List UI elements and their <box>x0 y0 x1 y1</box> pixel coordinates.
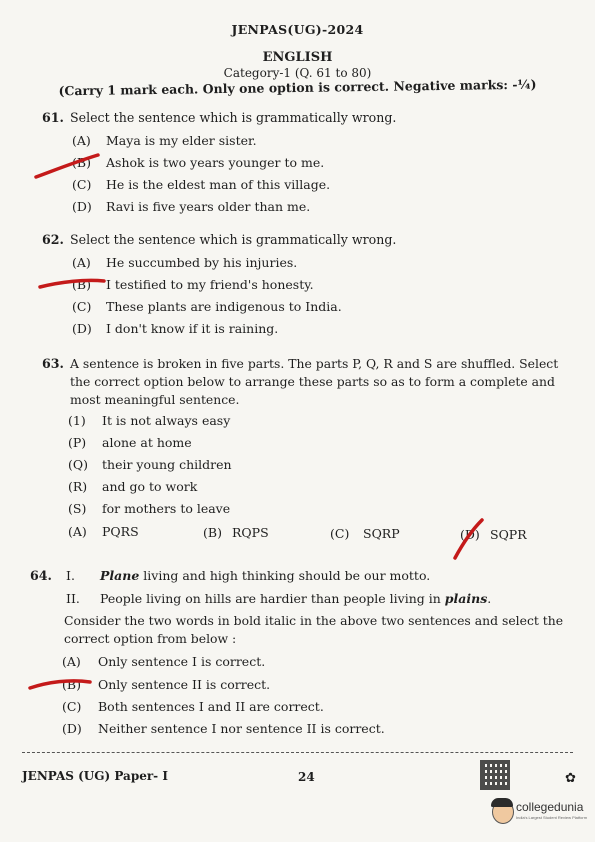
subject-title: ENGLISH <box>262 50 333 65</box>
part-label: (1) <box>68 413 86 428</box>
option-text: Only sentence I is correct. <box>98 654 266 669</box>
option-text: I don't know if it is raining. <box>106 321 279 336</box>
part-text: It is not always easy <box>102 413 231 428</box>
option-label: (D) <box>460 527 480 542</box>
part-text: and go to work <box>102 479 198 494</box>
paper-name: JENPAS (UG) Paper- I <box>22 769 168 783</box>
option-text: These plants are indigenous to India. <box>106 299 342 314</box>
category-line: Category-1 (Q. 61 to 80) <box>223 66 372 80</box>
option-text: He is the eldest man of this village. <box>106 177 331 192</box>
option-text: Both sentences I and II are correct. <box>98 699 324 714</box>
exam-title: JENPAS(UG)-2024 <box>231 22 364 37</box>
option-label: (A) <box>62 654 81 669</box>
question-text-line-1: A sentence is broken in five parts. The parts P, Q, R and S are shuffled. Select <box>70 356 559 371</box>
part-label: (Q) <box>68 457 89 472</box>
sentence-label: II. <box>66 591 80 606</box>
part-label: (R) <box>68 479 88 494</box>
option-label: (B) <box>62 677 81 692</box>
question-text-line-2: the correct option below to arrange these parts so as to form a complete and <box>70 374 555 389</box>
option-text: PQRS <box>102 524 139 539</box>
bold-italic-word: Plane <box>100 568 140 583</box>
option-label: (B) <box>203 525 222 540</box>
option-label: (C) <box>72 299 92 314</box>
question-text-line-2: correct option from below : <box>64 631 237 646</box>
option-text: Only sentence II is correct. <box>98 677 271 692</box>
option-text: I testified to my friend's honesty. <box>106 277 314 292</box>
option-label: (D) <box>72 199 92 214</box>
part-text: for mothers to leave <box>102 501 231 516</box>
question-number: 63. <box>42 356 64 371</box>
option-text: RQPS <box>232 525 269 540</box>
option-label: (A) <box>72 255 91 270</box>
logo-name: collegedunia <box>516 800 584 814</box>
question-text: Select the sentence which is grammatically wrong. <box>70 232 397 247</box>
option-label: (C) <box>72 177 92 192</box>
option-text: Maya is my elder sister. <box>106 133 257 148</box>
question-text-line-1: Consider the two words in bold italic in the above two sentences and select the <box>64 613 564 628</box>
gear-icon: ✿ <box>565 771 576 786</box>
sentence-2-text: People living on hills are hardier than people living in <box>100 591 445 606</box>
pen-mark-q61 <box>36 155 98 177</box>
option-text: Ashok is two years younger to me. <box>106 155 325 170</box>
sentence-label: I. <box>66 568 75 583</box>
pen-mark-q64 <box>30 681 90 688</box>
option-text: Ravi is five years older than me. <box>106 199 311 214</box>
option-label: (B) <box>72 155 91 170</box>
sentence-1-rest: living and high thinking should be our motto. <box>139 568 431 583</box>
footer-divider <box>22 752 573 753</box>
part-text: their young children <box>102 457 232 472</box>
option-label: (A) <box>72 133 91 148</box>
option-text: He succumbed by his injuries. <box>106 255 298 270</box>
option-label: (A) <box>68 524 87 539</box>
part-label: (P) <box>68 435 87 450</box>
option-label: (C) <box>62 699 82 714</box>
question-number: 61. <box>42 110 64 125</box>
option-label: (D) <box>72 321 92 336</box>
option-text: SQRP <box>363 526 400 541</box>
pen-mark-q62 <box>40 280 104 287</box>
option-label: (D) <box>62 721 82 736</box>
sentence-2-end: . <box>487 591 492 606</box>
part-label: (S) <box>68 501 87 516</box>
part-text: alone at home <box>102 435 192 450</box>
question-text-line-3: most meaningful sentence. <box>70 392 240 407</box>
page-number: 24 <box>298 770 315 784</box>
question-number: 64. <box>30 568 52 583</box>
option-label: (B) <box>72 277 91 292</box>
mascot-hair <box>491 798 513 807</box>
qr-code-icon <box>480 760 510 790</box>
question-text: Select the sentence which is grammatically wrong. <box>70 110 397 125</box>
option-text: SQPR <box>490 527 527 542</box>
bold-italic-word: plains <box>444 591 488 606</box>
collegedunia-logo <box>492 798 592 838</box>
option-label: (C) <box>330 526 350 541</box>
option-text: Neither sentence I nor sentence II is correct. <box>98 721 385 736</box>
logo-tagline: India's Largest Student Review Platform <box>516 815 588 820</box>
pen-mark-q63 <box>455 520 482 558</box>
instructions-line: (Carry 1 mark each. Only one option is correct. Negative marks: -¼) <box>58 76 537 99</box>
question-number: 62. <box>42 232 64 247</box>
